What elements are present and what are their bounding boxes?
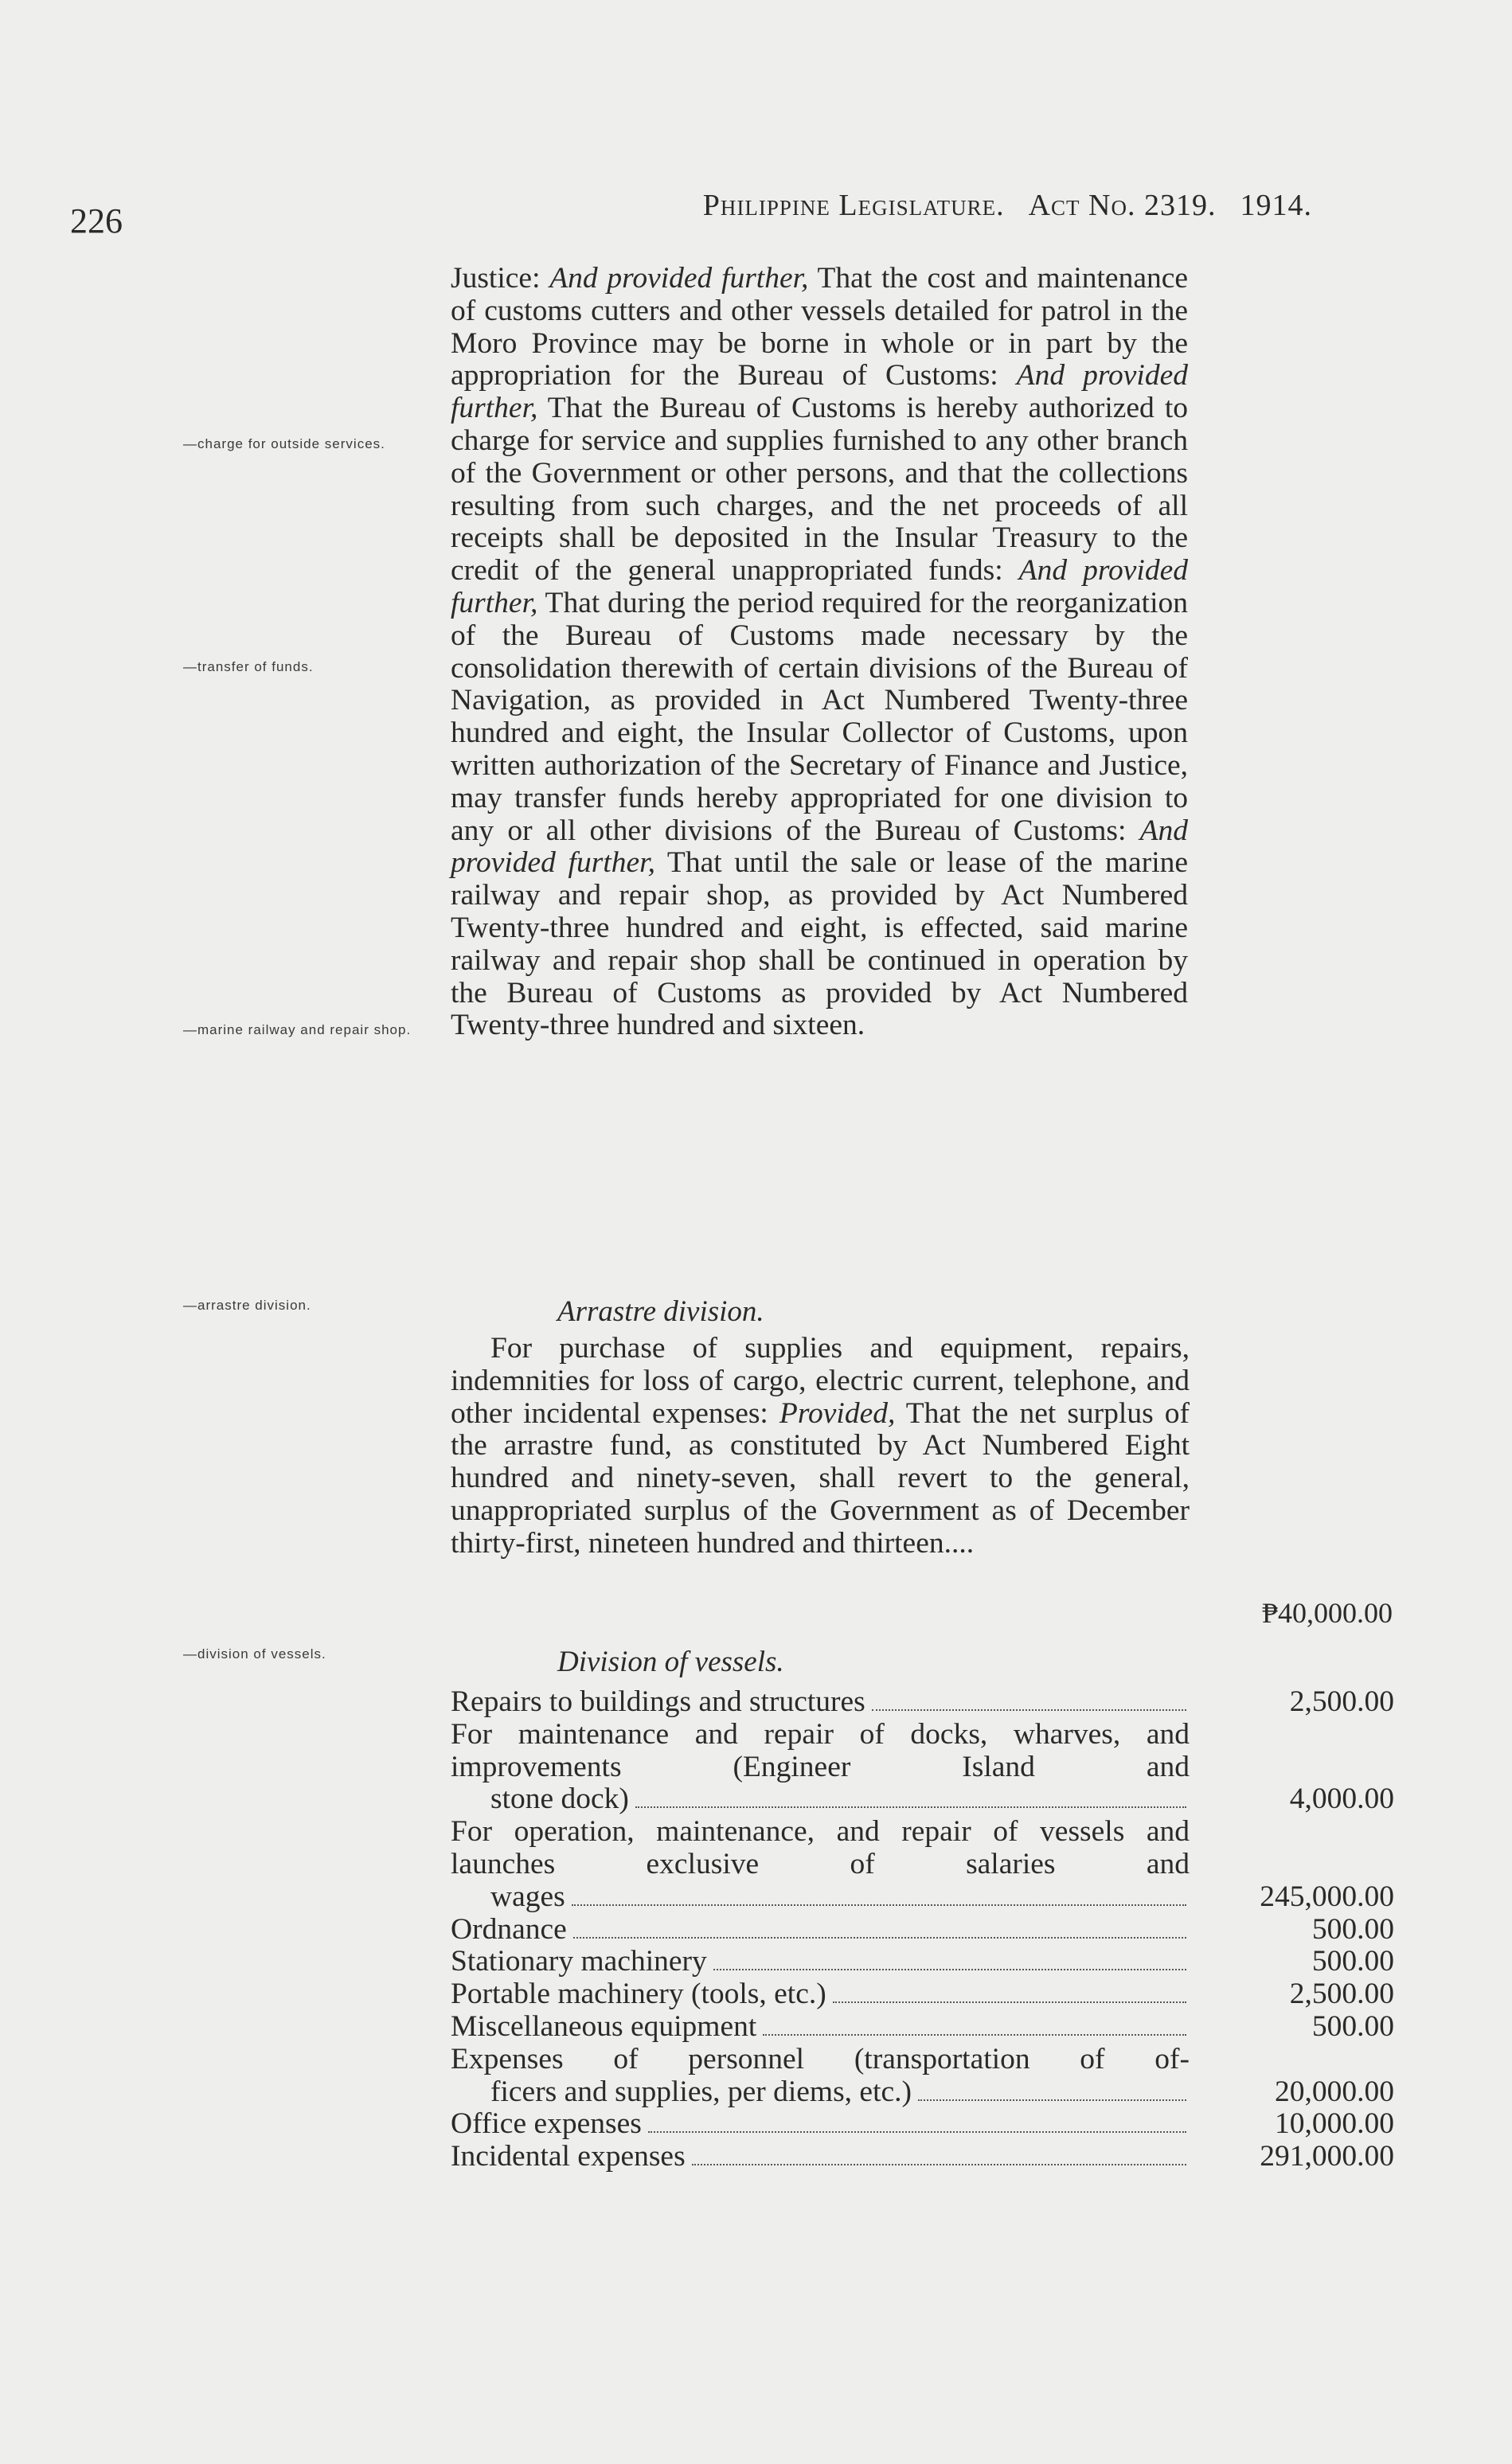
line-item-amount: 2,500.00 bbox=[1289, 1685, 1394, 1718]
running-title: Philippine Legislature. bbox=[702, 189, 1005, 222]
leader-dots: .... bbox=[944, 1526, 975, 1560]
page-number: 226 bbox=[70, 201, 123, 240]
margin-note-charge: —charge for outside services. bbox=[183, 436, 385, 451]
line-item-text bbox=[451, 1686, 1190, 1719]
body-italic: And provided further, bbox=[451, 554, 1188, 619]
line-item-label: stone dock) bbox=[490, 1783, 629, 1816]
leader-dots bbox=[918, 2099, 1186, 2101]
body-segment: That during the period required for the reorganization of the Bureau of Customs made necessary by the consolidation therewith of certain divisions of the Bureau of Navigation, as provided in Act Numbered Twenty-three hundred and eight, the Insular Collector of Customs, upon written authorization of the Secretary of Finance and Justice, may transfer funds hereby appropriated for one division to any or all other divisions of the Bureau of Customs: bbox=[451, 586, 1188, 847]
leader-dots bbox=[713, 1969, 1186, 1970]
margin-note-transfer: —transfer of funds. bbox=[183, 659, 314, 674]
body-italic: And provided further, bbox=[451, 814, 1188, 880]
line-item bbox=[451, 1914, 1394, 1947]
line-item-label: Office expenses bbox=[451, 2107, 642, 2141]
line-item-label: Incidental expenses bbox=[451, 2140, 686, 2173]
running-head bbox=[510, 188, 1312, 223]
body-segment: That the cost and maintenance of customs cutters and other vessels detailed for patrol in the Moro Province may be borne in whole or in part by the appropriation for the Bureau of Customs: bbox=[451, 262, 1189, 392]
line-item-amount: 500.00 bbox=[1311, 2009, 1394, 2043]
margin-note-arrastre: —arrastre division. bbox=[183, 1298, 311, 1313]
line-item bbox=[451, 1816, 1394, 1913]
body-italic: And provided further, bbox=[549, 262, 809, 295]
body-paragraph bbox=[451, 263, 1188, 1042]
leader-dots bbox=[572, 1904, 1186, 1906]
line-item bbox=[451, 2044, 1394, 2109]
line-item-text bbox=[451, 2108, 1190, 2141]
leader-dots bbox=[872, 1709, 1186, 1711]
line-item-text bbox=[451, 1914, 1190, 1947]
line-item bbox=[451, 1978, 1394, 2011]
body-italic: And provided further, bbox=[451, 359, 1188, 425]
leader-dots bbox=[763, 2034, 1186, 2036]
line-item-text bbox=[451, 2141, 1190, 2173]
line-item-label: Miscellaneous equipment bbox=[451, 2009, 757, 2043]
line-item-description: For maintenance and repair of docks, wharves, and improvements (Engineer Island and bbox=[451, 1717, 1190, 1783]
body-segment: Justice: bbox=[451, 262, 550, 295]
leader-dots bbox=[648, 2131, 1186, 2133]
body-segment: That the Bureau of Customs is hereby authorized to charge for service and supplies furnished to any other branch of the Government or other persons, and that the collections resulting from such charges, and the net proceeds of all receipts shall be deposited in the Insular Treasury to the credit of the general unappropriated funds: bbox=[451, 392, 1188, 588]
line-item-text bbox=[451, 2044, 1190, 2109]
arrastre-text bbox=[451, 1333, 1190, 1560]
line-item bbox=[451, 1719, 1394, 1816]
line-item-text bbox=[451, 2011, 1190, 2044]
act-number: Act No. 2319. bbox=[1028, 189, 1217, 222]
arrastre-segment: That the net surplus of the arrastre fund, as constituted by Act Numbered Eight hundred and ninety-seven, shall revert to the general, unappropriated surplus of the Government as of December thirty-first, nineteen hundred and thirteen bbox=[451, 1396, 1190, 1560]
line-item-description: Expenses of personnel (transportation of of- bbox=[451, 2042, 1190, 2075]
body-text bbox=[451, 263, 1188, 1042]
margin-note-vessels: —division of vessels. bbox=[183, 1646, 326, 1662]
line-item-label: wages bbox=[490, 1880, 565, 1913]
line-item-amount: 2,500.00 bbox=[1289, 1978, 1394, 2011]
line-item-amount: 10,000.00 bbox=[1275, 2107, 1394, 2141]
line-item-label: Portable machinery (tools, etc.) bbox=[451, 1978, 826, 2011]
line-item-amount: 500.00 bbox=[1311, 1912, 1394, 1946]
year: 1914. bbox=[1240, 189, 1312, 222]
line-item-amount: 20,000.00 bbox=[1275, 2075, 1394, 2108]
arrastre-amount: ₱40,000.00 bbox=[1261, 1597, 1393, 1629]
line-item-description: For operation, maintenance, and repair of vessels and launches exclusive of salaries and bbox=[451, 1815, 1190, 1880]
vessels-heading: Division of vessels. bbox=[557, 1646, 784, 1678]
line-item-label: Stationary machinery bbox=[451, 1945, 707, 1978]
line-item-text bbox=[451, 1719, 1190, 1816]
line-item-label: ficers and supplies, per diems, etc.) bbox=[490, 2075, 912, 2108]
line-item-amount: 291,000.00 bbox=[1260, 2140, 1394, 2173]
arrastre-heading: Arrastre division. bbox=[557, 1295, 764, 1328]
vessels-items bbox=[451, 1686, 1394, 2173]
arrastre-segment: For purchase of supplies and equipment, repairs, indemnities for loss of cargo, electric current, telephone, and other incidental expenses: bbox=[451, 1332, 1190, 1430]
body-segment: That until the sale or lease of the marine railway and repair shop, as provided by Act Numbered Twenty-three hundred and eight, is effected, said marine railway and repair shop shall be continued in operation by the Bureau of Customs as provided by Act Numbered Twenty-three hundred and sixteen. bbox=[451, 846, 1189, 1042]
line-item-amount: 4,000.00 bbox=[1289, 1783, 1394, 1816]
margin-note-marine: —marine railway and repair shop. bbox=[183, 1022, 412, 1037]
line-item bbox=[451, 1946, 1394, 1978]
line-item bbox=[451, 2011, 1394, 2044]
line-item-label: Ordnance bbox=[451, 1912, 567, 1946]
line-item bbox=[451, 2108, 1394, 2141]
arrastre-paragraph bbox=[451, 1333, 1190, 1560]
leader-dots bbox=[573, 1937, 1186, 1939]
leader-dots bbox=[833, 2001, 1186, 2003]
leader-dots bbox=[635, 1806, 1186, 1808]
line-item bbox=[451, 1686, 1394, 1719]
line-item-text bbox=[451, 1816, 1190, 1913]
arrastre-italic: Provided, bbox=[779, 1396, 896, 1430]
line-item bbox=[451, 2141, 1394, 2173]
line-item-amount: 245,000.00 bbox=[1260, 1880, 1394, 1913]
line-item-text bbox=[451, 1946, 1190, 1978]
leader-dots bbox=[692, 2164, 1186, 2165]
line-item-amount: 500.00 bbox=[1311, 1945, 1394, 1978]
line-item-label: Repairs to buildings and structures bbox=[451, 1685, 865, 1718]
line-item-text bbox=[451, 1978, 1190, 2011]
